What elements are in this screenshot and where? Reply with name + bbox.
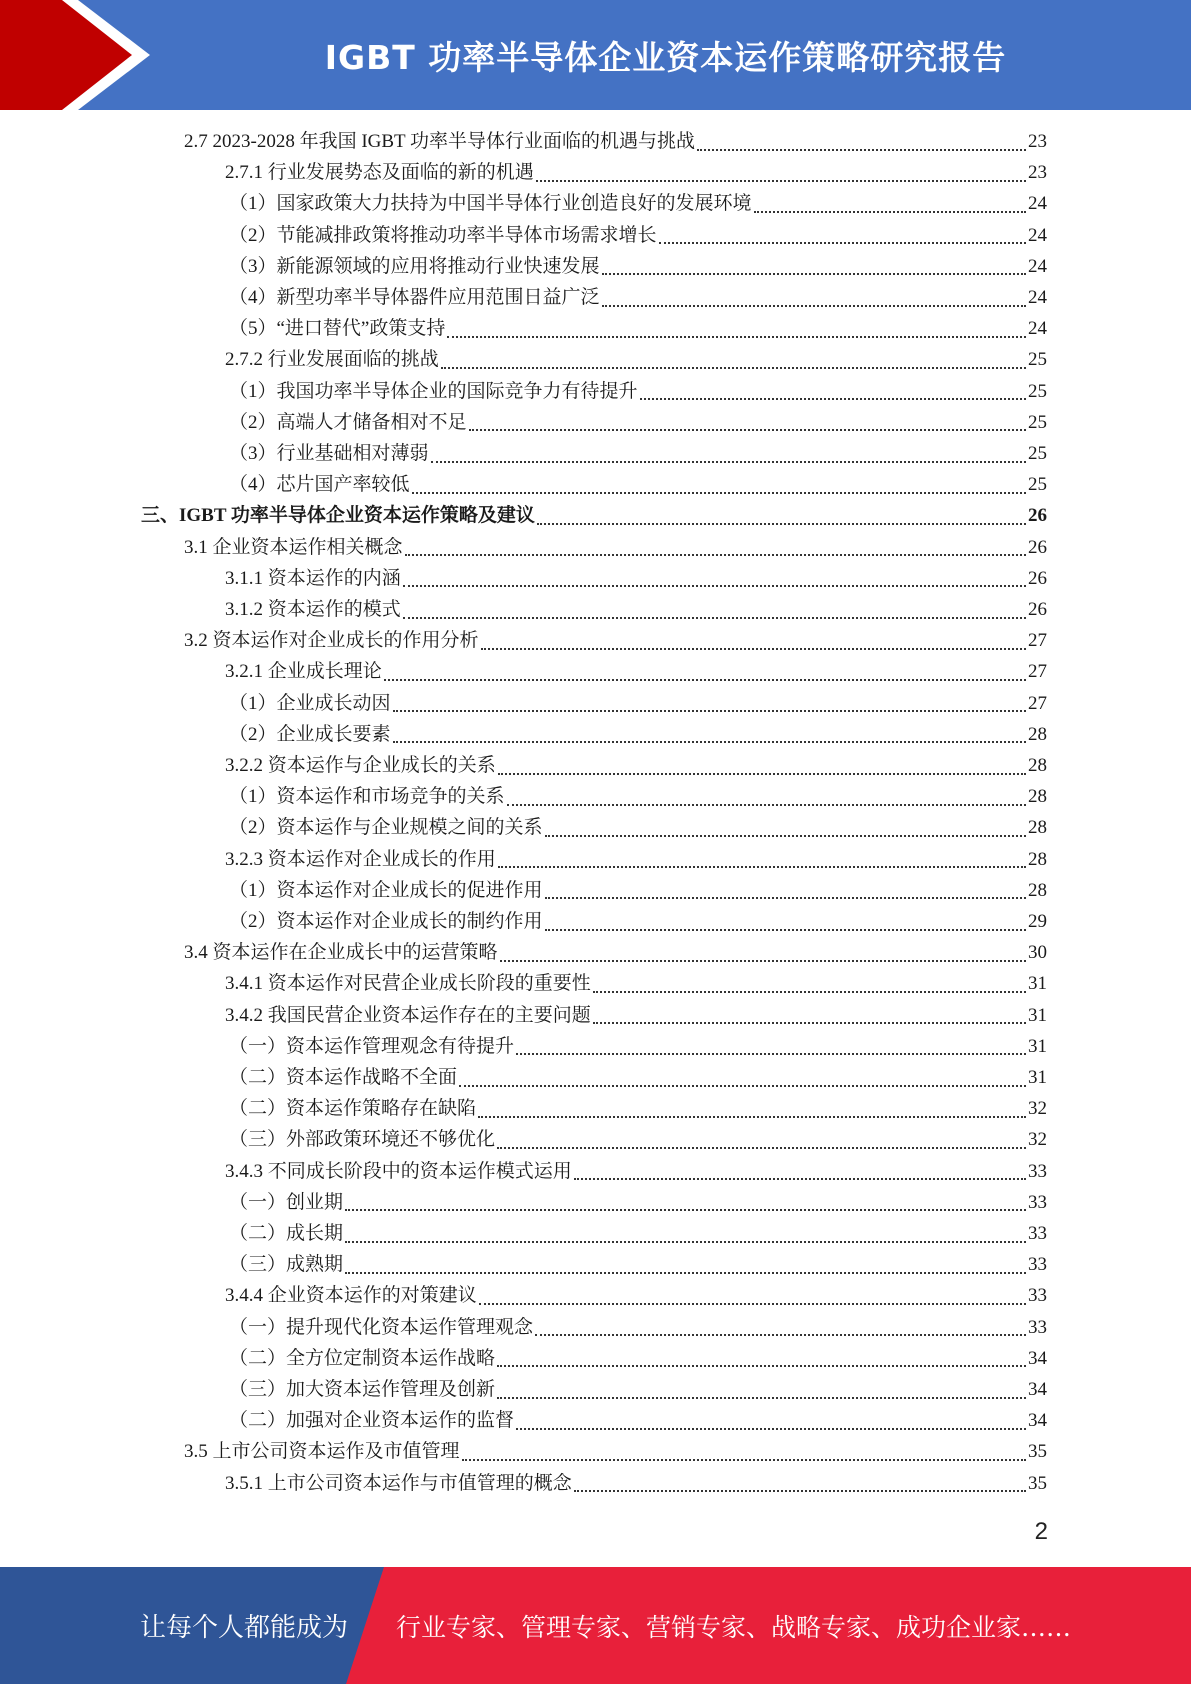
toc-entry-page: 33 (1028, 1191, 1047, 1213)
toc-entry[interactable] (184, 937, 1047, 968)
toc-leader-dots (545, 835, 1026, 837)
toc-entry-label: （二）加强对企业资本运作的监督 (229, 1410, 515, 1432)
toc-entry-page: 32 (1028, 1098, 1047, 1120)
toc-entry-label: （1）我国功率半导体企业的国际竞争力有待提升 (229, 380, 638, 402)
toc-entry[interactable] (184, 126, 1047, 157)
toc-entry-page: 31 (1028, 1067, 1047, 1088)
toc-entry[interactable] (229, 1312, 1047, 1343)
toc-entry-page: 28 (1028, 786, 1047, 808)
toc-entry-page: 24 (1028, 224, 1047, 246)
toc-entry-label: 3.1.1 资本运作的内涵 (225, 567, 401, 589)
toc-entry-page: 24 (1028, 287, 1047, 308)
toc-entry[interactable] (229, 1062, 1047, 1093)
toc-entry-page: 33 (1028, 1160, 1047, 1182)
toc-entry-label: 3.4.1 资本运作对民营企业成长阶段的重要性 (225, 973, 591, 995)
footer-slogan-left: 让每个人都能成为 (140, 1613, 349, 1643)
toc-entry-label: （5）“进口替代”政策支持 (229, 318, 446, 340)
toc-entry[interactable] (225, 656, 1047, 687)
toc-entry-page: 27 (1028, 692, 1047, 714)
toc-entry-label: （1）企业成长动因 (229, 692, 391, 714)
toc-entry-label: 3.5 上市公司资本运作及市值管理 (184, 1441, 460, 1463)
toc-leader-dots (497, 1365, 1026, 1367)
toc-leader-dots (441, 367, 1026, 369)
toc-entry-page: 27 (1028, 661, 1047, 683)
toc-entry-page: 24 (1028, 255, 1047, 277)
toc-entry-page: 24 (1028, 193, 1047, 215)
toc-leader-dots (431, 461, 1026, 463)
toc-entry[interactable] (229, 313, 1047, 344)
toc-entry-label: （1）资本运作和市场竞争的关系 (229, 786, 505, 808)
toc-entry-page: 31 (1028, 1004, 1047, 1026)
toc-entry[interactable] (184, 532, 1047, 563)
toc-entry-page: 24 (1028, 318, 1047, 340)
toc-leader-dots (507, 804, 1026, 806)
toc-leader-dots (447, 336, 1026, 338)
toc-leader-dots (469, 429, 1026, 431)
toc-entry[interactable] (229, 1343, 1047, 1374)
toc-entry-label: （3）行业基础相对薄弱 (229, 443, 429, 464)
toc-leader-dots (516, 1428, 1026, 1430)
toc-leader-dots (536, 180, 1026, 182)
toc-entry[interactable] (225, 844, 1047, 875)
toc-leader-dots (462, 1459, 1026, 1461)
toc-entry[interactable] (229, 1249, 1047, 1280)
toc-entry-label: 3.1 企业资本运作相关概念 (184, 536, 403, 558)
document-title: IGBT 功率半导体企业资本运作策略研究报告 (324, 37, 1007, 77)
toc-leader-dots (545, 929, 1026, 931)
toc-entry[interactable] (225, 563, 1047, 594)
toc-entry[interactable] (229, 1374, 1047, 1405)
toc-entry[interactable] (225, 968, 1047, 999)
toc-entry-label: 3.4.4 企业资本运作的对策建议 (225, 1285, 477, 1307)
toc-leader-dots (459, 1085, 1026, 1087)
toc-entry[interactable] (184, 1436, 1047, 1467)
toc-entry[interactable] (229, 1031, 1047, 1062)
toc-entry-label: （三）成熟期 (229, 1254, 344, 1276)
toc-leader-dots (345, 1272, 1026, 1274)
toc-entry-page: 28 (1028, 817, 1047, 839)
toc-entry-label: （3）新能源领域的应用将推动行业快速发展 (229, 255, 600, 277)
toc-entry-label: （三）外部政策环境还不够优化 (229, 1129, 496, 1151)
toc-entry-label: （三）加大资本运作管理及创新 (229, 1379, 496, 1400)
toc-entry-page: 26 (1028, 567, 1047, 589)
toc-entry[interactable] (229, 438, 1047, 469)
toc-entry-label: 三、IGBT 功率半导体企业资本运作策略及建议 (141, 505, 535, 527)
toc-entry-label: 3.4.2 我国民营企业资本运作存在的主要问题 (225, 1004, 591, 1026)
toc-entry[interactable] (229, 1124, 1047, 1155)
toc-entry-page: 31 (1028, 1035, 1047, 1057)
toc-entry[interactable] (229, 251, 1047, 282)
toc-entry[interactable] (225, 594, 1047, 625)
toc-leader-dots (384, 679, 1026, 681)
toc-leader-dots (393, 741, 1026, 743)
toc-entry[interactable] (225, 750, 1047, 781)
toc-leader-dots (545, 897, 1026, 899)
toc-leader-dots (659, 242, 1026, 244)
toc-leader-dots (393, 710, 1026, 712)
toc-leader-dots (479, 1303, 1026, 1305)
toc-leader-dots (497, 1397, 1026, 1399)
toc-entry[interactable] (229, 469, 1047, 500)
toc-entry[interactable] (229, 282, 1047, 313)
toc-entry[interactable] (229, 875, 1047, 906)
toc-entry[interactable] (225, 1468, 1047, 1499)
toc-entry-label: （二）资本运作战略不全面 (229, 1067, 458, 1088)
toc-entry[interactable] (229, 407, 1047, 438)
toc-entry-label: 2.7.2 行业发展面临的挑战 (225, 349, 439, 371)
toc-entry[interactable] (184, 625, 1047, 656)
toc-leader-dots (574, 1178, 1026, 1180)
toc-entry-page: 34 (1028, 1347, 1047, 1369)
toc-entry-label: 3.2.1 企业成长理论 (225, 661, 382, 683)
footer-slogan-right: 行业专家、管理专家、营销专家、战略专家、成功企业家…… (396, 1612, 1072, 1642)
toc-entry-page: 33 (1028, 1254, 1047, 1276)
toc-entry-page: 29 (1028, 911, 1047, 932)
toc-leader-dots (403, 617, 1026, 619)
toc-entry-page: 28 (1028, 848, 1047, 870)
toc-entry[interactable] (225, 1000, 1047, 1031)
toc-entry-label: 3.5.1 上市公司资本运作与市值管理的概念 (225, 1472, 572, 1494)
toc-leader-dots (574, 1490, 1026, 1492)
toc-entry-page: 26 (1028, 505, 1047, 527)
toc-entry-page: 30 (1028, 942, 1047, 964)
toc-entry[interactable] (229, 688, 1047, 719)
toc-leader-dots (537, 523, 1026, 525)
toc-entry-label: 3.2 资本运作对企业成长的作用分析 (184, 630, 479, 652)
toc-entry-page: 28 (1028, 723, 1047, 745)
toc-leader-dots (535, 1334, 1026, 1336)
toc-entry-label: （1）国家政策大力扶持为中国半导体行业创造良好的发展环境 (229, 193, 752, 215)
toc-entry-page: 31 (1028, 973, 1047, 995)
toc-entry[interactable] (229, 1405, 1047, 1436)
toc-entry-label: （2）资本运作与企业规模之间的关系 (229, 817, 543, 839)
toc-entry-page: 23 (1028, 162, 1047, 184)
toc-leader-dots (516, 1053, 1026, 1055)
toc-entry-page: 27 (1028, 630, 1047, 652)
toc-entry-page: 34 (1028, 1379, 1047, 1400)
toc-leader-dots (478, 1116, 1026, 1118)
toc-entry-label: （一）创业期 (229, 1191, 344, 1213)
toc-entry[interactable] (225, 157, 1047, 188)
header-arrow-icon (0, 0, 170, 110)
toc-leader-dots (593, 1022, 1026, 1024)
toc-leader-dots (498, 773, 1026, 775)
toc-leader-dots (345, 1209, 1026, 1211)
toc-leader-dots (405, 554, 1026, 556)
toc-entry-page: 35 (1028, 1441, 1047, 1463)
toc-leader-dots (412, 492, 1026, 494)
toc-entry-label: 3.2.2 资本运作与企业成长的关系 (225, 755, 496, 776)
toc-entry[interactable] (225, 1156, 1047, 1187)
toc-leader-dots (497, 1147, 1026, 1149)
toc-entry-label: （一）提升现代化资本运作管理观念 (229, 1316, 534, 1338)
toc-entry-label: （4）新型功率半导体器件应用范围日益广泛 (229, 287, 600, 308)
toc-entry-label: （1）资本运作对企业成长的促进作用 (229, 879, 543, 901)
toc-leader-dots (500, 960, 1026, 962)
toc-leader-dots (593, 991, 1026, 993)
toc-entry-label: 3.1.2 资本运作的模式 (225, 599, 401, 620)
toc-leader-dots (640, 398, 1026, 400)
toc-entry-page: 25 (1028, 349, 1047, 371)
toc-entry[interactable] (141, 500, 1047, 531)
toc-entry-label: （2）节能减排政策将推动功率半导体市场需求增长 (229, 224, 657, 246)
toc-leader-dots (403, 585, 1026, 587)
toc-entry[interactable] (229, 188, 1047, 219)
toc-entry[interactable] (229, 1187, 1047, 1218)
toc-entry-page: 28 (1028, 879, 1047, 901)
toc-entry-label: （二）资本运作策略存在缺陷 (229, 1098, 477, 1120)
toc-leader-dots (602, 273, 1026, 275)
toc-leader-dots (754, 211, 1026, 213)
toc-entry-page: 25 (1028, 411, 1047, 433)
toc-entry[interactable] (229, 906, 1047, 937)
toc-entry-label: （2）资本运作对企业成长的制约作用 (229, 911, 543, 932)
toc-entry[interactable] (229, 220, 1047, 251)
toc-leader-dots (697, 149, 1026, 151)
toc-entry-label: （2）高端人才储备相对不足 (229, 411, 467, 433)
toc-entry[interactable] (229, 1218, 1047, 1249)
toc-leader-dots (602, 305, 1026, 307)
toc-entry[interactable] (229, 719, 1047, 750)
toc-entry-page: 26 (1028, 536, 1047, 558)
toc-entry-page: 35 (1028, 1472, 1047, 1494)
toc-entry-label: （二）成长期 (229, 1223, 344, 1244)
toc-entry-label: 2.7 2023-2028 年我国 IGBT 功率半导体行业面临的机遇与挑战 (184, 131, 696, 152)
toc-entry-label: 2.7.1 行业发展势态及面临的新的机遇 (225, 162, 534, 184)
toc-entry-page: 25 (1028, 443, 1047, 464)
toc-entry-label: （2）企业成长要素 (229, 723, 391, 745)
toc-entry-page: 23 (1028, 131, 1047, 152)
toc-entry-label: 3.4 资本运作在企业成长中的运营策略 (184, 942, 498, 964)
toc-entry[interactable] (229, 1093, 1047, 1124)
toc-entry-label: 3.2.3 资本运作对企业成长的作用 (225, 848, 496, 870)
toc-entry-page: 25 (1028, 380, 1047, 402)
toc-entry-page: 26 (1028, 599, 1047, 620)
toc-entry[interactable] (229, 376, 1047, 407)
toc-entry-label: （二）全方位定制资本运作战略 (229, 1347, 496, 1369)
toc-entry-label: （一）资本运作管理观念有待提升 (229, 1035, 515, 1057)
toc-leader-dots (481, 648, 1026, 650)
toc-entry-page: 33 (1028, 1223, 1047, 1244)
toc-entry-page: 33 (1028, 1316, 1047, 1338)
toc-entry-page: 28 (1028, 755, 1047, 776)
toc-entry[interactable] (225, 1280, 1047, 1311)
toc-entry[interactable] (229, 812, 1047, 843)
footer-band (0, 1567, 1191, 1684)
toc-entry-page: 34 (1028, 1410, 1047, 1432)
page-number: 2 (1034, 1518, 1048, 1545)
toc-leader-dots (498, 866, 1026, 868)
toc-leader-dots (345, 1241, 1026, 1243)
toc-entry[interactable] (225, 344, 1047, 375)
toc-entry-label: 3.4.3 不同成长阶段中的资本运作模式运用 (225, 1160, 572, 1182)
toc-entry-page: 33 (1028, 1285, 1047, 1307)
toc-entry[interactable] (229, 781, 1047, 812)
toc-entry-page: 25 (1028, 474, 1047, 496)
toc-entry-page: 32 (1028, 1129, 1047, 1151)
toc-entry-label: （4）芯片国产率较低 (229, 474, 410, 496)
header-band (0, 0, 1191, 110)
